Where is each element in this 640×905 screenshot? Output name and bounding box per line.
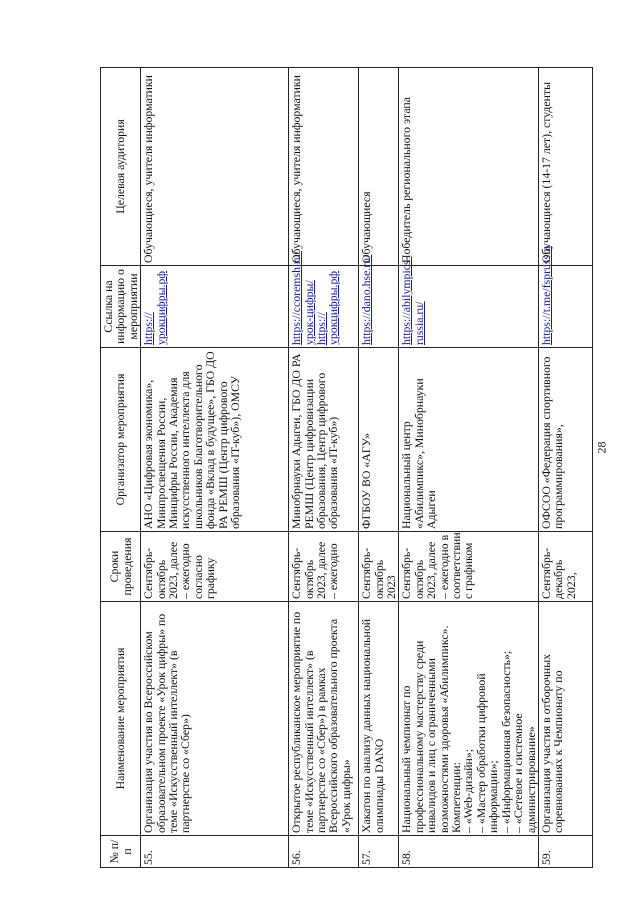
row-link-cell — [289, 250, 359, 348]
row-org: Национальный центр «Абилимпикс», Минобрнауки Адыгеи — [399, 348, 538, 532]
row-name-cell — [399, 602, 538, 836]
table-header-row — [101, 68, 141, 868]
row-link[interactable]: https://t.me/fsprussia — [538, 246, 553, 345]
row-name: Организация участия в отборочных соревнованиях к Чемпионату по — [538, 602, 592, 836]
row-name-intro: Национальный чемпионат по профессиональному мастерству среди инвалидов и лиц с ограниченными возможностями здоровья «Абилимпикс». Компетенции: — [399, 625, 464, 833]
row-audience: Победитель регионального этапа — [399, 68, 538, 266]
row-dates: Сентябрь-октябрь 2023 — [359, 532, 399, 602]
table-row — [289, 68, 359, 868]
row-org: ФГБОУ ВО «АГУ» — [359, 348, 399, 532]
row-num: 55. — [141, 836, 289, 868]
header-name: Наименование мероприятия — [101, 602, 141, 836]
row-dates: Сентябрь-октябрь 2023, далее – ежегодно в соответствии с графиком — [399, 532, 538, 602]
row-org: АНО «Цифровая экономика», Минпросвещения России, Минцифры России, Академия искусственного интеллекта для школьников Благотворительного фонда «Вклад в будущее», ГБО ДО РА РЕМШ (Центр цифрового образования «IT-куб»), ОМСУ — [141, 348, 289, 532]
table-row — [141, 68, 289, 868]
table-row — [399, 68, 538, 868]
header-dates: Сроки проведения — [101, 532, 141, 602]
row-link[interactable]: https://dano.hse.ru/ — [359, 254, 374, 345]
row-org: Минобрнауки Адыгеи, ГБО ДО РА РЕМШ (Центр цифровизации образования, Центр цифрового образования «IT-куб») — [289, 348, 359, 532]
row-dates: Сентябрь-декабрь 2023, — [538, 532, 592, 602]
header-audience: Целевая аудитория — [101, 68, 141, 266]
row-name: Организация участия во Всероссийском образовательном проекте «Урок цифры» по теме «Искусственный интеллект» (в партнерстве со «Сбер») — [141, 602, 289, 836]
header-link: Ссылка на информацию о мероприятии — [101, 266, 141, 348]
header-num: № п/п — [101, 836, 141, 868]
row-num: 57. — [359, 836, 399, 868]
row-audience: Обучающиеся, учителя информатики — [289, 68, 359, 266]
row-link-cell — [399, 256, 538, 348]
row-link[interactable]: https://abilympics-russia.ru/ — [399, 256, 426, 345]
row-audience: Обучающиеся (14-17 лет), студенты — [538, 68, 592, 266]
row-audience: Обучающиеся, учителя информатики — [141, 68, 289, 266]
header-org: Организатор мероприятия — [101, 348, 141, 532]
row-dates: Сентябрь-октябрь 2023, далее – ежегодно согласно графику — [141, 532, 289, 602]
competency-item: – «Мастер обработки цифровой информации»; — [473, 673, 501, 833]
row-num: 59. — [538, 836, 592, 868]
row-num: 58. — [399, 836, 538, 868]
row-link[interactable]: https://ccoremsh.ru/урок-цифры/ https://урокцифры.рф — [289, 250, 341, 345]
row-dates: Сентябрь-октябрь 2023, далее – ежегодно — [289, 532, 359, 602]
row-audience: Обучающиеся — [359, 68, 399, 266]
table-row — [538, 68, 592, 868]
competency-item: – «Web-дизайн»; — [461, 748, 476, 833]
events-table — [100, 67, 593, 868]
row-link-cell — [359, 254, 399, 348]
competency-item: – «Информационная безопасность»; — [498, 650, 513, 833]
row-num: 56. — [289, 836, 359, 868]
rotated-table-wrapper — [100, 68, 580, 868]
row-link[interactable]: https://урокцифры.рф — [141, 270, 168, 345]
row-link-cell — [538, 246, 592, 348]
page-number: 28 — [594, 441, 609, 454]
competency-item: – «Сетевое и системное администрирование» — [511, 713, 538, 833]
row-org: ОФСОО «Федерация спортивного программирования», — [538, 348, 592, 532]
row-link-cell — [141, 266, 289, 348]
row-name: Открытое республиканское мероприятие по теме «Искусственный интеллект» (в партнерстве со «Сбер») в рамках Всероссийского образовательного проекта «Урок цифры» — [289, 602, 359, 836]
row-name: Хакатон по анализу данных национальной олимпиады DANO — [359, 602, 399, 836]
table-row — [359, 68, 399, 868]
